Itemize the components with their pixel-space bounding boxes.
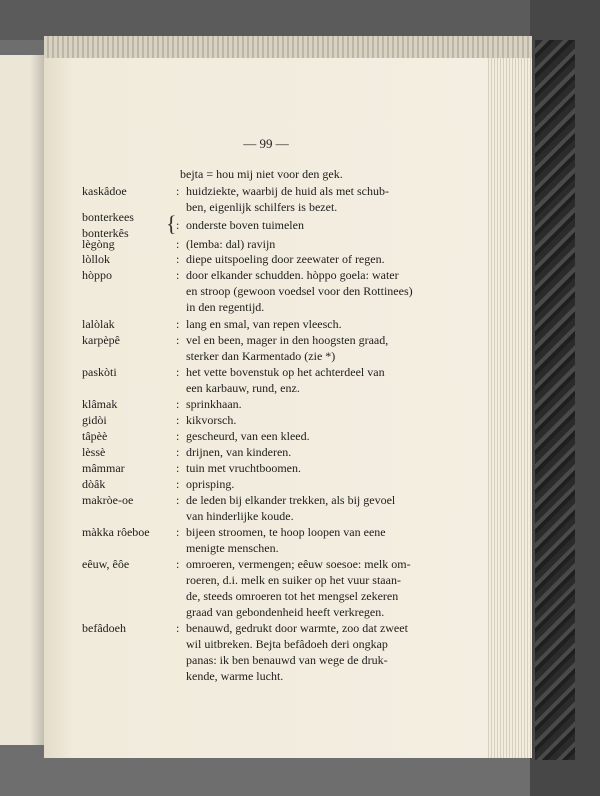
right-page bbox=[44, 58, 488, 758]
entry-definition: tuin met vruchtboomen. bbox=[186, 461, 301, 475]
entry-colon: : bbox=[176, 184, 180, 198]
entry-definition: (lemba: dal) ravijn bbox=[186, 237, 276, 251]
entry-colon: : bbox=[176, 461, 180, 475]
entry-definition: kikvorsch. bbox=[186, 413, 237, 427]
entry-term: màkka rôeboe bbox=[82, 525, 150, 539]
entry-colon: : bbox=[176, 317, 180, 331]
leading-line-text: bejta = hou mij niet voor den gek. bbox=[180, 167, 343, 181]
entry-term-variant: bonterkês bbox=[82, 226, 129, 240]
entry-term: dòâk bbox=[82, 477, 106, 491]
entry-colon: : bbox=[176, 557, 180, 571]
entry-definition: sprinkhaan. bbox=[186, 397, 242, 411]
entry-definition: het vette bovenstuk op het achterdeel van een karbauw, rund, enz. bbox=[186, 365, 385, 395]
book-cover-edge bbox=[535, 40, 575, 760]
entry-definition: vel en been, mager in den hoogsten graad, sterker dan Karmentado (zie *) bbox=[186, 333, 389, 363]
entry-term: mâmmar bbox=[82, 461, 125, 475]
entry-term: kaskâdoe bbox=[82, 184, 127, 198]
entry-colon: : bbox=[176, 477, 180, 491]
entry-term: makròe-oe bbox=[82, 493, 134, 507]
entry-term: klâmak bbox=[82, 397, 118, 411]
page-number: — 99 — bbox=[243, 136, 289, 151]
entry-colon: : bbox=[176, 218, 180, 232]
entry-definition: gescheurd, van een kleed. bbox=[186, 429, 310, 443]
entry-definition: de leden bij elkander trekken, als bij gevoel van hinderlijke koude. bbox=[186, 493, 396, 523]
entry-colon: : bbox=[176, 365, 180, 379]
entry-definition: lang en smal, van repen vleesch. bbox=[186, 317, 342, 331]
entry-definition: door elkander schudden. hòppo goela: water en stroop (gewoon voedsel voor den Rottinees) in den regentijd. bbox=[186, 268, 413, 314]
entry-definition: oprisping. bbox=[186, 477, 235, 491]
brace-icon: { bbox=[166, 211, 177, 236]
entry-term: eêuw, êôe bbox=[82, 557, 130, 571]
entry-definition: omroeren, vermengen; eêuw soesoe: melk om- roeren, d.i. melk en suiker op het vuur staan- de, steeds omroeren tot het mengsel zekeren graad van gebondenheid heeft verkregen. bbox=[186, 557, 411, 619]
entry-term: lègòng bbox=[82, 237, 115, 251]
entry-term: tâpèè bbox=[82, 429, 108, 443]
entry-term: karpèpê bbox=[82, 333, 120, 347]
entry-colon: : bbox=[176, 429, 180, 443]
entry-definition: benauwd, gedrukt door warmte, zoo dat zweet wil uitbreken. Bejta befâdoeh deri ongkap panas: ik ben benauwd van wege de druk- kende, warme lucht. bbox=[186, 621, 408, 683]
entry-colon: : bbox=[176, 333, 180, 347]
entry-colon: : bbox=[176, 525, 180, 539]
entry-term: gidòi bbox=[82, 413, 107, 427]
entry-term: lòllok bbox=[82, 252, 111, 266]
entry-term: bonterkees bbox=[82, 210, 134, 224]
entry-term: hòppo bbox=[82, 268, 112, 282]
entry-colon: : bbox=[176, 445, 180, 459]
entry-colon: : bbox=[176, 621, 180, 635]
entry-term: paskòti bbox=[82, 365, 117, 379]
entry-colon: : bbox=[176, 413, 180, 427]
entry-term: lèssè bbox=[82, 445, 106, 459]
entry-definition: bijeen stroomen, te hoop loopen van eene menigte menschen. bbox=[186, 525, 386, 555]
entry-colon: : bbox=[176, 252, 180, 266]
entry-definition: onderste boven tuimelen bbox=[186, 218, 304, 232]
entry-colon: : bbox=[176, 268, 180, 282]
entry-definition: huidziekte, waarbij de huid als met schub- ben, eigenlijk schilfers is bezet. bbox=[186, 184, 389, 214]
entry-colon: : bbox=[176, 237, 180, 251]
entry-colon: : bbox=[176, 493, 180, 507]
entry-definition: diepe uitspoeling door zeewater of regen. bbox=[186, 252, 385, 266]
entry-colon: : bbox=[176, 397, 180, 411]
entry-definition: drijnen, van kinderen. bbox=[186, 445, 292, 459]
background-top bbox=[0, 0, 600, 40]
entry-term: lalòlak bbox=[82, 317, 115, 331]
page-fore-edge bbox=[486, 58, 532, 758]
entry-term: befâdoeh bbox=[82, 621, 126, 635]
